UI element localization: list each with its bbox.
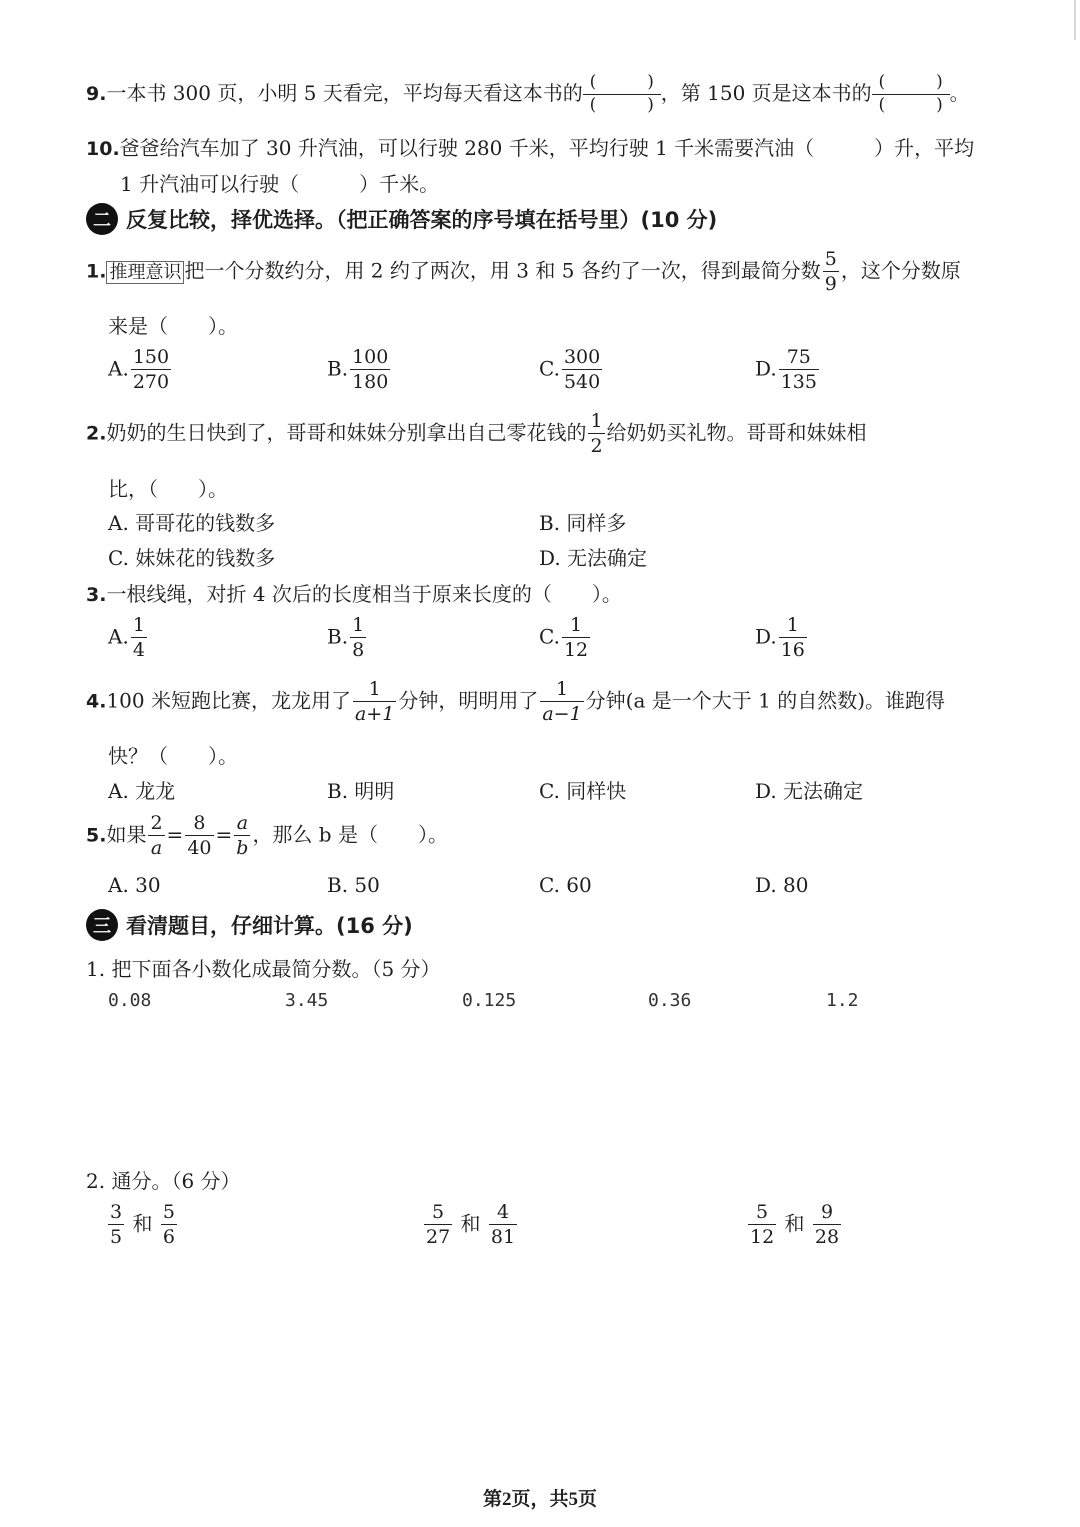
s2-question-5: 5.如果 $\frac{2}{a}$ = $\frac{8}{40}$ = $\frac{a}{b}$ ，那么 b 是（ ）。 <box>86 812 448 859</box>
option-d[interactable]: D. 80 <box>755 873 809 897</box>
s2-question-2-line2: 比，（ ）。 <box>108 477 228 501</box>
option-d[interactable]: D. 无法确定 <box>755 779 864 803</box>
s3-question-2: 2. 通分。（6 分） <box>86 1169 241 1193</box>
fraction-pair: $\frac{3}{5}$ 和 $\frac{5}{6}$ <box>110 1201 175 1248</box>
option-a[interactable]: A. $\frac{1}{4}$ <box>108 614 145 661</box>
option-b[interactable]: B. $\frac{100}{180}$ <box>327 346 389 393</box>
option-a[interactable]: A. 30 <box>108 873 161 897</box>
section-3-header <box>86 909 413 941</box>
option-c[interactable]: C. 60 <box>539 873 592 897</box>
section-title: 看清题目，仔细计算。(16 分) <box>126 914 413 938</box>
option-c[interactable]: C. 妹妹花的钱数多 <box>108 546 276 570</box>
option-a[interactable]: A. 哥哥花的钱数多 <box>108 511 276 535</box>
fraction: $\frac{8}{40}$ <box>187 812 212 859</box>
question-number: 10. <box>86 138 120 160</box>
section-title: 反复比较，择优选择。（把正确答案的序号填在括号里）(10 分) <box>126 208 718 232</box>
tag-label: 推理意识 <box>106 261 184 284</box>
work-area[interactable] <box>108 1260 988 1460</box>
fraction: $\frac{a}{b}$ <box>236 812 249 859</box>
s2-question-1: 1. 推理意识 把一个分数约分，用 2 约了两次，用 3 和 5 各约了一次，得到最简分数 $\frac{5}{9}$ ，这个分数原 <box>86 248 961 295</box>
s2-question-4-line2: 快？（ ）。 <box>108 744 238 768</box>
option-c[interactable]: C. $\frac{300}{540}$ <box>539 346 601 393</box>
answer-blank-fraction[interactable]: ( ) ( ) <box>583 74 661 115</box>
question-number: 9. <box>86 83 107 105</box>
option-b[interactable]: B. $\frac{1}{8}$ <box>327 614 365 661</box>
option-c[interactable]: C. 同样快 <box>539 779 627 803</box>
work-area[interactable] <box>108 1025 988 1155</box>
decimal-item: 0.125 <box>462 990 517 1011</box>
fraction: $\frac{1}{2}$ <box>590 410 603 457</box>
answer-blank-fraction[interactable]: ( ) ( ) <box>872 74 950 115</box>
page-number: 第2页，共5页 <box>482 1489 597 1510</box>
option-a[interactable]: A. $\frac{150}{270}$ <box>108 346 170 393</box>
fraction: $\frac{2}{a}$ <box>150 812 163 859</box>
s2-question-2: 2.奶奶的生日快到了，哥哥和妹妹分别拿出自己零花钱的 $\frac{1}{2}$ 给奶奶买礼物。哥哥和妹妹相 <box>86 410 867 457</box>
s2-question-1-line2: 来是（ ）。 <box>108 314 238 338</box>
decimal-item: 1.2 <box>826 990 859 1011</box>
question-text: 爸爸给汽车加了 30 升汽油，可以行驶 280 千米，平均行驶 1 千米需要汽油（ ）升，平均 <box>119 136 975 160</box>
option-a[interactable]: A. 龙龙 <box>108 779 176 803</box>
decimal-item: 3.45 <box>285 990 329 1011</box>
option-b[interactable]: B. 同样多 <box>539 511 627 535</box>
fraction: $\frac{5}{9}$ <box>824 248 837 295</box>
fraction: $\frac{1}{a-1}$ <box>542 678 582 725</box>
fraction-pair: $\frac{5}{12}$ 和 $\frac{9}{28}$ <box>750 1201 840 1248</box>
question-text: 一本书 300 页，小明 5 天看完，平均每天看这本书的 <box>106 81 583 105</box>
fraction: $\frac{1}{a+1}$ <box>354 678 395 725</box>
option-d[interactable]: D. $\frac{75}{135}$ <box>755 346 817 393</box>
option-d[interactable]: D. 无法确定 <box>539 546 648 570</box>
s2-question-4: 4.100 米短跑比赛，龙龙用了 $\frac{1}{a+1}$ 分钟，明明用了 $\frac{1}{a-1}$ 分钟(a 是一个大于 1 的自然数)。谁跑得 <box>86 678 945 725</box>
section-badge: 二 <box>86 203 118 235</box>
question-10 <box>86 132 974 161</box>
option-c[interactable]: C. $\frac{1}{12}$ <box>539 614 589 661</box>
s2-question-3: 3.一根线绳，对折 4 次后的长度相当于原来长度的（ ）。 <box>86 582 622 606</box>
page-edge-shadow <box>1074 0 1076 40</box>
decimal-item: 0.08 <box>108 990 152 1011</box>
section-badge: 三 <box>86 909 118 941</box>
option-b[interactable]: B. 明明 <box>327 779 395 803</box>
s3-question-1: 1. 把下面各小数化成最简分数。（5 分） <box>86 957 441 981</box>
option-d[interactable]: D. $\frac{1}{16}$ <box>755 614 805 661</box>
option-b[interactable]: B. 50 <box>327 873 380 897</box>
fraction-pair: $\frac{5}{27}$ 和 $\frac{4}{81}$ <box>426 1201 516 1248</box>
question-10-line2: 1 升汽油可以行驶（ ）千米。 <box>120 172 440 196</box>
decimal-item: 0.36 <box>648 990 692 1011</box>
question-text: ，第 150 页是这本书的 <box>660 81 872 105</box>
question-9: 9.一本书 300 页，小明 5 天看完，平均每天看这本书的 ( ) ( ) ，第 150 页是这本书的 ( ) ( ) 。 <box>86 72 970 115</box>
section-2-header <box>86 203 717 235</box>
